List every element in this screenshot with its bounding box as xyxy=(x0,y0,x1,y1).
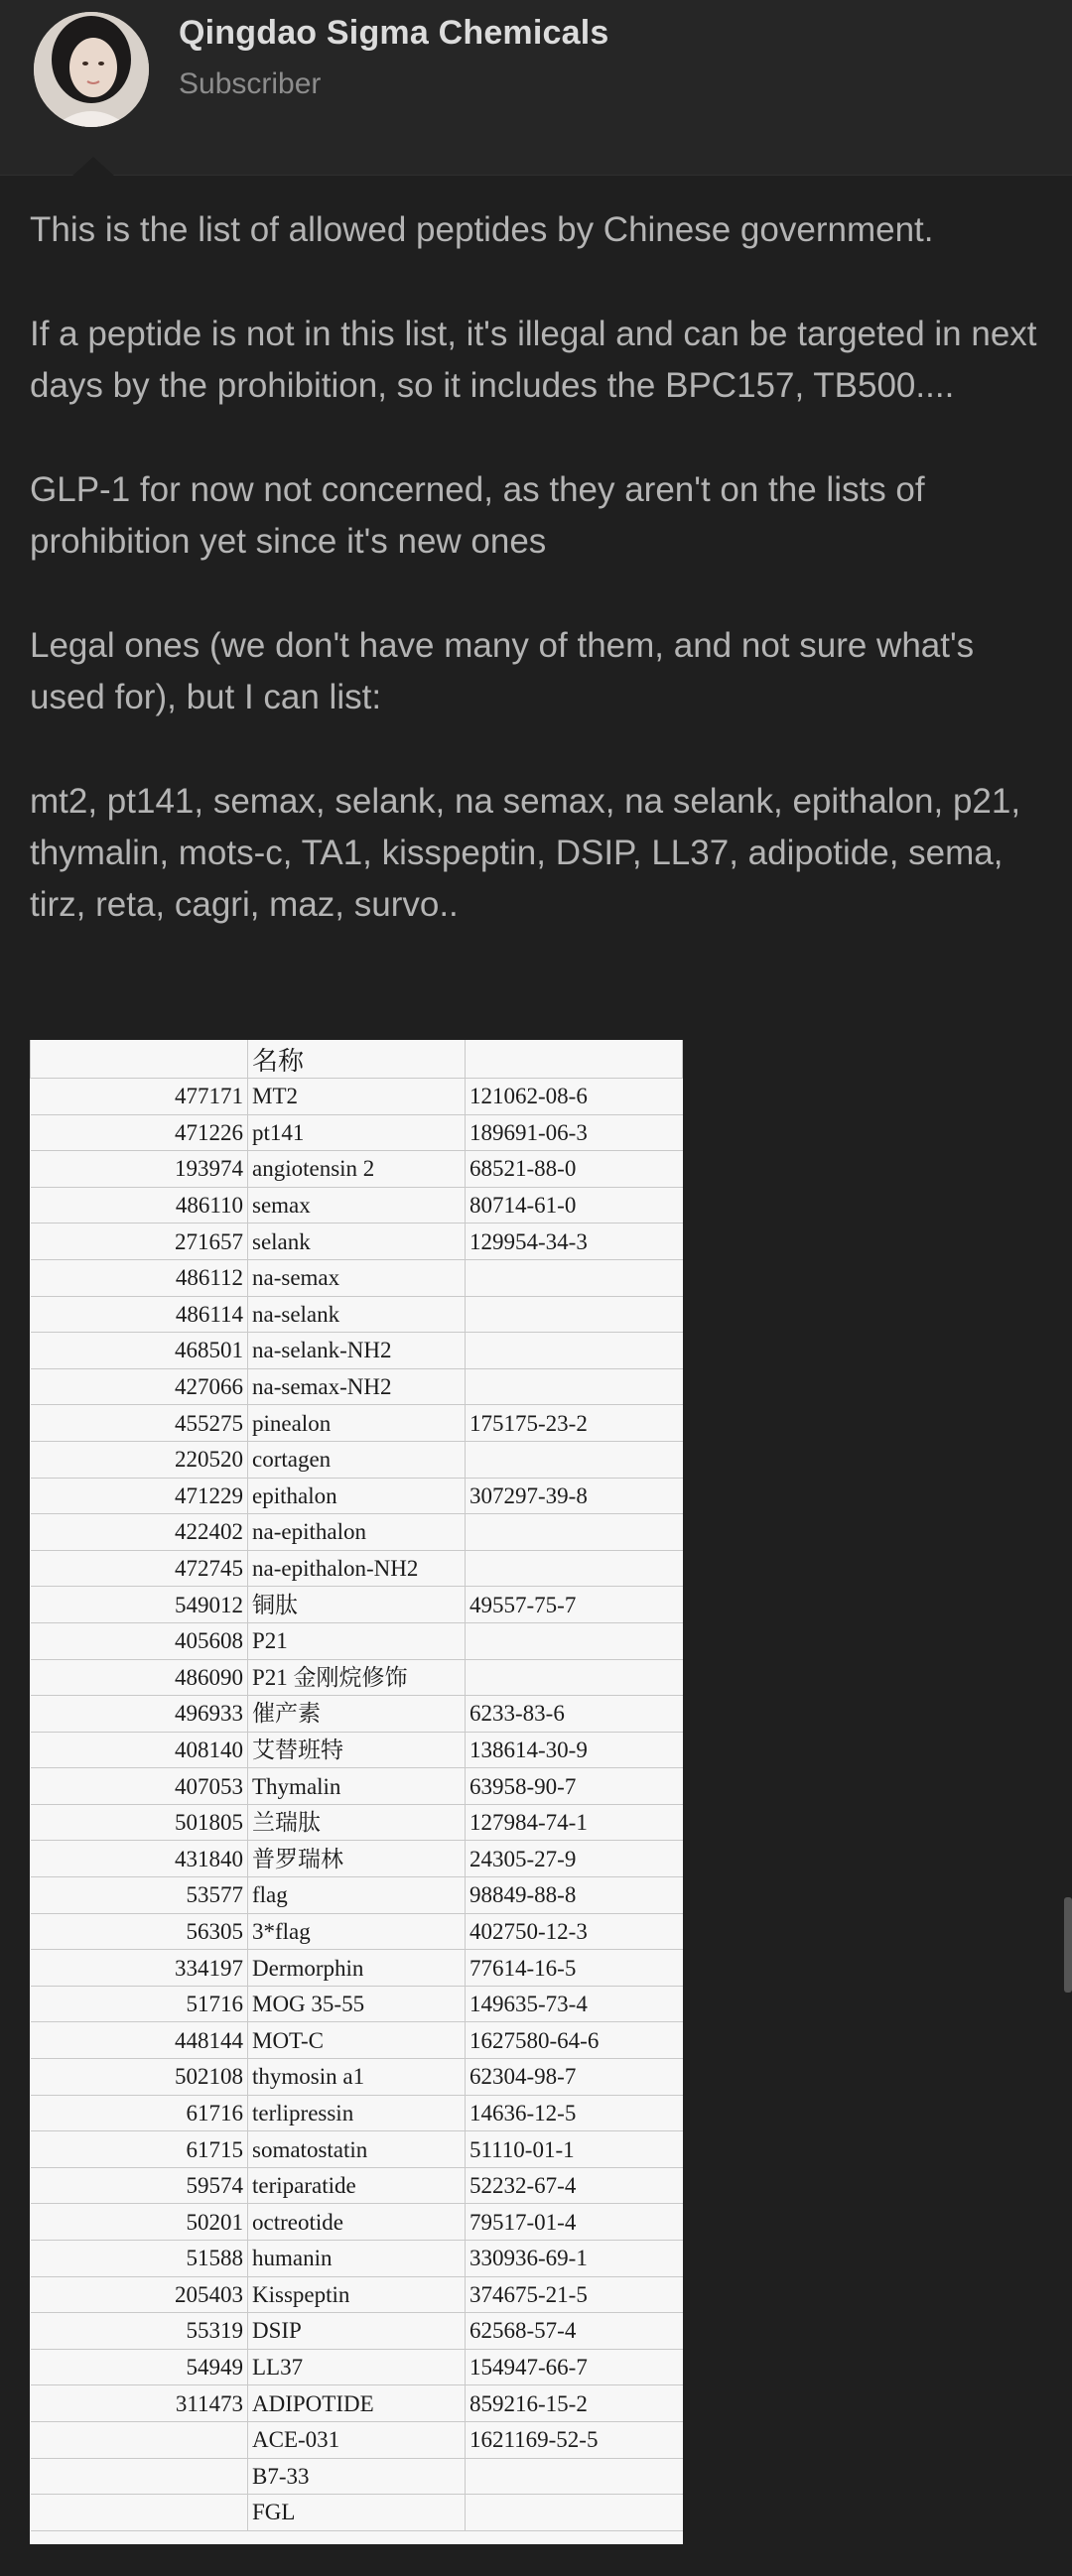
peptide-name-cell: 艾替班特 xyxy=(248,1732,466,1768)
peptide-name-cell: LL37 xyxy=(248,2349,466,2385)
peptide-id-cell: 61716 xyxy=(31,2095,248,2131)
peptide-id-cell: 471229 xyxy=(31,1478,248,1514)
peptide-id-cell: 55319 xyxy=(31,2313,248,2350)
peptide-name-cell: Dermorphin xyxy=(248,1950,466,1987)
peptide-id-cell xyxy=(31,2421,248,2458)
post-body xyxy=(30,204,1042,931)
post-paragraph: GLP-1 for now not concerned, as they aren't on the lists of prohibition yet since it's new ones xyxy=(30,470,925,561)
table-row xyxy=(31,1114,683,1151)
peptide-id-cell: 51588 xyxy=(31,2241,248,2277)
header-cas-cell xyxy=(466,1040,683,1079)
peptide-id-cell: 59574 xyxy=(31,2167,248,2204)
cas-number-cell: 402750-12-3 xyxy=(466,1913,683,1950)
table-row xyxy=(31,1224,683,1260)
peptide-id-cell xyxy=(31,2495,248,2531)
peptide-id-cell: 56305 xyxy=(31,1913,248,1950)
peptide-name-cell: flag xyxy=(248,1877,466,1914)
table-row xyxy=(31,1877,683,1914)
cas-number-cell xyxy=(466,1296,683,1333)
cas-number-cell: 98849-88-8 xyxy=(466,1877,683,1914)
cas-number-cell: 149635-73-4 xyxy=(466,1986,683,2022)
cas-number-cell: 307297-39-8 xyxy=(466,1478,683,1514)
peptide-rows xyxy=(31,1079,683,2531)
cas-number-cell xyxy=(466,1333,683,1369)
cas-number-cell xyxy=(466,2458,683,2495)
cas-number-cell: 189691-06-3 xyxy=(466,1114,683,1151)
peptide-name-cell: semax xyxy=(248,1187,466,1224)
peptide-id-cell: 407053 xyxy=(31,1768,248,1805)
cas-number-cell xyxy=(466,2495,683,2531)
table-row xyxy=(31,2095,683,2131)
peptide-name-cell: P21 金刚烷修饰 xyxy=(248,1659,466,1696)
cas-number-cell xyxy=(466,1441,683,1478)
cas-number-cell: 62568-57-4 xyxy=(466,2313,683,2350)
peptide-name-cell: MOT-C xyxy=(248,2022,466,2059)
table-row xyxy=(31,1622,683,1659)
cas-number-cell xyxy=(466,1259,683,1296)
table-row xyxy=(31,2059,683,2096)
table-row xyxy=(31,1768,683,1805)
peptide-id-cell: 422402 xyxy=(31,1514,248,1551)
cas-number-cell: 14636-12-5 xyxy=(466,2095,683,2131)
peptide-id-cell: 53577 xyxy=(31,1877,248,1914)
author-role: Subscriber xyxy=(179,67,322,100)
peptide-name-cell: terlipressin xyxy=(248,2095,466,2131)
peptide-name-cell: 普罗瑞林 xyxy=(248,1841,466,1877)
cas-number-cell: 1621169-52-5 xyxy=(466,2421,683,2458)
peptide-id-cell: 220520 xyxy=(31,1441,248,1478)
peptide-id-cell: 334197 xyxy=(31,1950,248,1987)
post-author-header xyxy=(0,0,1072,176)
table-row xyxy=(31,1950,683,1987)
table-row xyxy=(31,2276,683,2313)
peptide-name-cell: DSIP xyxy=(248,2313,466,2350)
cas-number-cell: 859216-15-2 xyxy=(466,2385,683,2422)
peptide-id-cell xyxy=(31,2458,248,2495)
peptide-id-cell: 193974 xyxy=(31,1151,248,1188)
peptide-name-cell: humanin xyxy=(248,2241,466,2277)
cas-number-cell: 80714-61-0 xyxy=(466,1187,683,1224)
table-row xyxy=(31,1405,683,1442)
table-row xyxy=(31,2241,683,2277)
peptide-id-cell: 431840 xyxy=(31,1841,248,1877)
peptide-name-cell: 兰瑞肽 xyxy=(248,1804,466,1841)
table-row xyxy=(31,1478,683,1514)
peptide-id-cell: 51716 xyxy=(31,1986,248,2022)
peptide-table xyxy=(30,1040,683,2531)
peptide-name-cell: ADIPOTIDE xyxy=(248,2385,466,2422)
peptide-name-cell: pinealon xyxy=(248,1405,466,1442)
peptide-id-cell: 448144 xyxy=(31,2022,248,2059)
cas-number-cell: 62304-98-7 xyxy=(466,2059,683,2096)
peptide-name-cell: na-semax xyxy=(248,1259,466,1296)
table-row xyxy=(31,1841,683,1877)
cas-number-cell xyxy=(466,1550,683,1587)
peptide-name-cell: 催产素 xyxy=(248,1696,466,1733)
table-row xyxy=(31,2131,683,2168)
cas-number-cell: 175175-23-2 xyxy=(466,1405,683,1442)
peptide-name-cell: teriparatide xyxy=(248,2167,466,2204)
peptide-id-cell: 205403 xyxy=(31,2276,248,2313)
table-row xyxy=(31,1259,683,1296)
peptide-name-cell: P21 xyxy=(248,1622,466,1659)
table-row xyxy=(31,1804,683,1841)
cas-number-cell xyxy=(466,1659,683,1696)
table-row xyxy=(31,1333,683,1369)
table-row xyxy=(31,2167,683,2204)
peptide-name-cell: Kisspeptin xyxy=(248,2276,466,2313)
cas-number-cell: 63958-90-7 xyxy=(466,1768,683,1805)
peptide-name-cell: Thymalin xyxy=(248,1768,466,1805)
peptide-id-cell: 405608 xyxy=(31,1622,248,1659)
cas-number-cell: 127984-74-1 xyxy=(466,1804,683,1841)
peptide-name-cell: thymosin a1 xyxy=(248,2059,466,2096)
peptide-name-cell: na-selank xyxy=(248,1296,466,1333)
peptide-name-cell: ACE-031 xyxy=(248,2421,466,2458)
peptide-list-image[interactable] xyxy=(30,1040,683,2544)
table-row xyxy=(31,2385,683,2422)
peptide-name-cell: MT2 xyxy=(248,1079,466,1115)
cas-number-cell xyxy=(466,1622,683,1659)
peptide-name-cell: somatostatin xyxy=(248,2131,466,2168)
peptide-id-cell: 549012 xyxy=(31,1587,248,1623)
table-row xyxy=(31,1368,683,1405)
cas-number-cell: 154947-66-7 xyxy=(466,2349,683,2385)
post-paragraph: This is the list of allowed peptides by Chinese government. xyxy=(30,210,934,249)
peptide-name-cell: 3*flag xyxy=(248,1913,466,1950)
peptide-name-cell: angiotensin 2 xyxy=(248,1151,466,1188)
table-row xyxy=(31,2313,683,2350)
peptide-id-cell: 311473 xyxy=(31,2385,248,2422)
peptide-id-cell: 61715 xyxy=(31,2131,248,2168)
peptide-name-cell: na-semax-NH2 xyxy=(248,1368,466,1405)
cas-number-cell xyxy=(466,1514,683,1551)
peptide-id-cell: 455275 xyxy=(31,1405,248,1442)
table-row xyxy=(31,1913,683,1950)
cas-number-cell: 330936-69-1 xyxy=(466,2241,683,2277)
table-row xyxy=(31,1732,683,1768)
table-header-row xyxy=(31,1040,683,1079)
cas-number-cell: 374675-21-5 xyxy=(466,2276,683,2313)
peptide-id-cell: 408140 xyxy=(31,1732,248,1768)
cas-number-cell: 121062-08-6 xyxy=(466,1079,683,1115)
peptide-name-cell: 铜肽 xyxy=(248,1587,466,1623)
cas-number-cell: 129954-34-3 xyxy=(466,1224,683,1260)
table-row xyxy=(31,1296,683,1333)
table-row xyxy=(31,2204,683,2241)
post-paragraph: mt2, pt141, semax, selank, na semax, na selank, epithalon, p21, thymalin, mots-c, TA1, kisspeptin, DSIP, LL37, adipotide, sema, tirz, reta, cagri, maz, survo.. xyxy=(30,782,1021,924)
peptide-name-cell: octreotide xyxy=(248,2204,466,2241)
table-row xyxy=(31,1514,683,1551)
avatar[interactable] xyxy=(34,12,149,127)
cas-number-cell: 51110-01-1 xyxy=(466,2131,683,2168)
cas-number-cell: 138614-30-9 xyxy=(466,1732,683,1768)
peptide-id-cell: 54949 xyxy=(31,2349,248,2385)
table-row xyxy=(31,2022,683,2059)
peptide-id-cell: 486112 xyxy=(31,1259,248,1296)
table-row xyxy=(31,1441,683,1478)
peptide-id-cell: 486114 xyxy=(31,1296,248,1333)
cas-number-cell: 68521-88-0 xyxy=(466,1151,683,1188)
cas-number-cell: 1627580-64-6 xyxy=(466,2022,683,2059)
cas-number-cell xyxy=(466,1368,683,1405)
peptide-id-cell: 486110 xyxy=(31,1187,248,1224)
peptide-id-cell: 502108 xyxy=(31,2059,248,2096)
cas-number-cell: 79517-01-4 xyxy=(466,2204,683,2241)
cas-number-cell: 24305-27-9 xyxy=(466,1841,683,1877)
peptide-id-cell: 468501 xyxy=(31,1333,248,1369)
peptide-name-cell: FGL xyxy=(248,2495,466,2531)
peptide-id-cell: 271657 xyxy=(31,1224,248,1260)
cas-number-cell: 49557-75-7 xyxy=(466,1587,683,1623)
table-row xyxy=(31,1986,683,2022)
author-name[interactable]: Qingdao Sigma Chemicals xyxy=(179,14,609,52)
peptide-name-cell: na-selank-NH2 xyxy=(248,1333,466,1369)
table-row xyxy=(31,1587,683,1623)
peptide-id-cell: 50201 xyxy=(31,2204,248,2241)
peptide-id-cell: 486090 xyxy=(31,1659,248,1696)
table-row xyxy=(31,1187,683,1224)
peptide-id-cell: 471226 xyxy=(31,1114,248,1151)
cas-number-cell: 52232-67-4 xyxy=(466,2167,683,2204)
table-row xyxy=(31,2421,683,2458)
header-id-cell xyxy=(31,1040,248,1079)
cas-number-cell: 6233-83-6 xyxy=(466,1696,683,1733)
peptide-name-cell: MOG 35-55 xyxy=(248,1986,466,2022)
speech-pointer xyxy=(71,157,115,177)
peptide-name-cell: selank xyxy=(248,1224,466,1260)
post-paragraph: Legal ones (we don't have many of them, and not sure what's used for), but I can list: xyxy=(30,626,975,716)
peptide-name-cell: epithalon xyxy=(248,1478,466,1514)
header-name-cell: 名称 xyxy=(248,1040,466,1079)
table-row xyxy=(31,1550,683,1587)
table-row xyxy=(31,1079,683,1115)
cas-number-cell: 77614-16-5 xyxy=(466,1950,683,1987)
peptide-id-cell: 477171 xyxy=(31,1079,248,1115)
peptide-id-cell: 501805 xyxy=(31,1804,248,1841)
table-row xyxy=(31,1659,683,1696)
table-row xyxy=(31,1151,683,1188)
peptide-name-cell: na-epithalon xyxy=(248,1514,466,1551)
table-row xyxy=(31,1696,683,1733)
table-row xyxy=(31,2458,683,2495)
peptide-name-cell: cortagen xyxy=(248,1441,466,1478)
scrollbar-thumb[interactable] xyxy=(1064,1897,1072,1993)
peptide-id-cell: 472745 xyxy=(31,1550,248,1587)
peptide-id-cell: 496933 xyxy=(31,1696,248,1733)
peptide-name-cell: pt141 xyxy=(248,1114,466,1151)
table-row xyxy=(31,2349,683,2385)
table-row xyxy=(31,2495,683,2531)
post-paragraph: If a peptide is not in this list, it's illegal and can be targeted in next days by the prohibition, so it includes the BPC157, TB500.... xyxy=(30,315,1037,405)
peptide-id-cell: 427066 xyxy=(31,1368,248,1405)
peptide-name-cell: B7-33 xyxy=(248,2458,466,2495)
peptide-name-cell: na-epithalon-NH2 xyxy=(248,1550,466,1587)
